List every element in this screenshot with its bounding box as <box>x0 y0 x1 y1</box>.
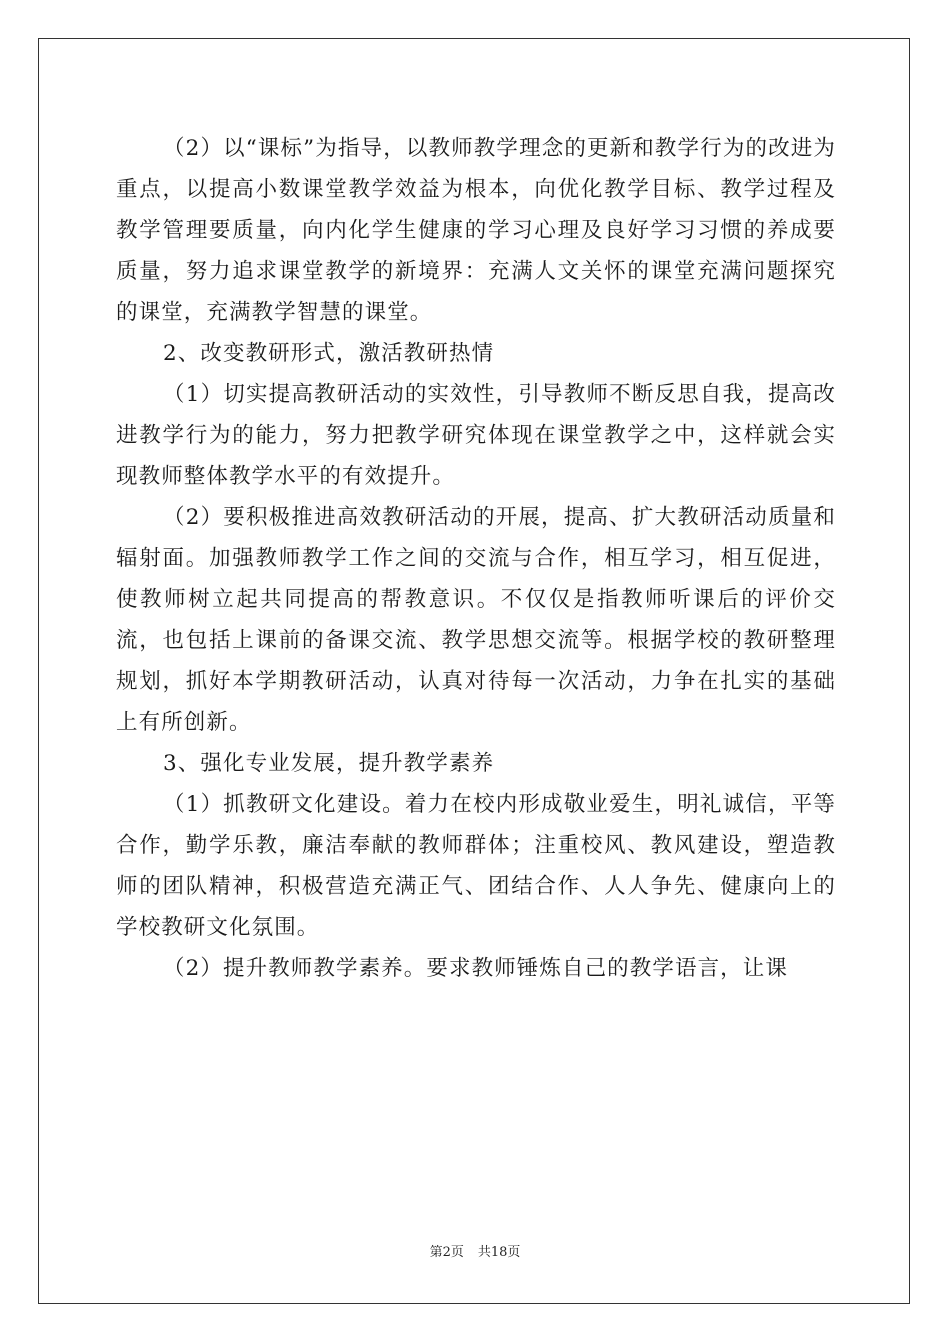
paragraph-1: （2）以“课标”为指导，以教师教学理念的更新和教学行为的改进为重点，以提高小数课堂教学效益为根本，向优化教学目标、教学过程及教学管理要质量，向内化学生健康的学习心理及良好学习习惯的养成要质量，努力追求课堂教学的新境界：充满人文关怀的课堂充满问题探究的课堂，充满教学智慧的课堂。 <box>116 136 836 325</box>
section-heading-3: 3、强化专业发展，提升教学素养 <box>163 751 495 776</box>
document-body <box>116 128 836 989</box>
section-heading-2: 2、改变教研形式，激活教研热情 <box>163 341 495 366</box>
paragraph-4: （1）抓教研文化建设。着力在校内形成敬业爱生，明礼诚信，平等合作，勤学乐教，廉洁奉献的教师群体；注重校风、教风建设，塑造教师的团队精神，积极营造充满正气、团结合作、人人争先、健康向上的学校教研文化氛围。 <box>116 792 836 940</box>
page-footer <box>0 1244 950 1262</box>
paragraph-3: （2）要积极推进高效教研活动的开展，提高、扩大教研活动质量和辐射面。加强教师教学工作之间的交流与合作，相互学习，相互促进，使教师树立起共同提高的帮教意识。不仅仅是指教师听课后的评价交流，也包括上课前的备课交流、教学思想交流等。根据学校的教研整理规划，抓好本学期教研活动，认真对待每一次活动，力争在扎实的基础上有所创新。 <box>116 505 836 735</box>
page-number: 第2页 <box>429 1245 464 1260</box>
paragraph-2: （1）切实提高教研活动的实效性，引导教师不断反思自我，提高改进教学行为的能力，努力把教学研究体现在课堂教学之中，这样就会实现教师整体教学水平的有效提升。 <box>116 382 836 489</box>
paragraph-5: （2）提升教师教学素养。要求教师锤炼自己的教学语言，让课 <box>163 956 788 981</box>
page-total: 共18页 <box>477 1245 521 1260</box>
